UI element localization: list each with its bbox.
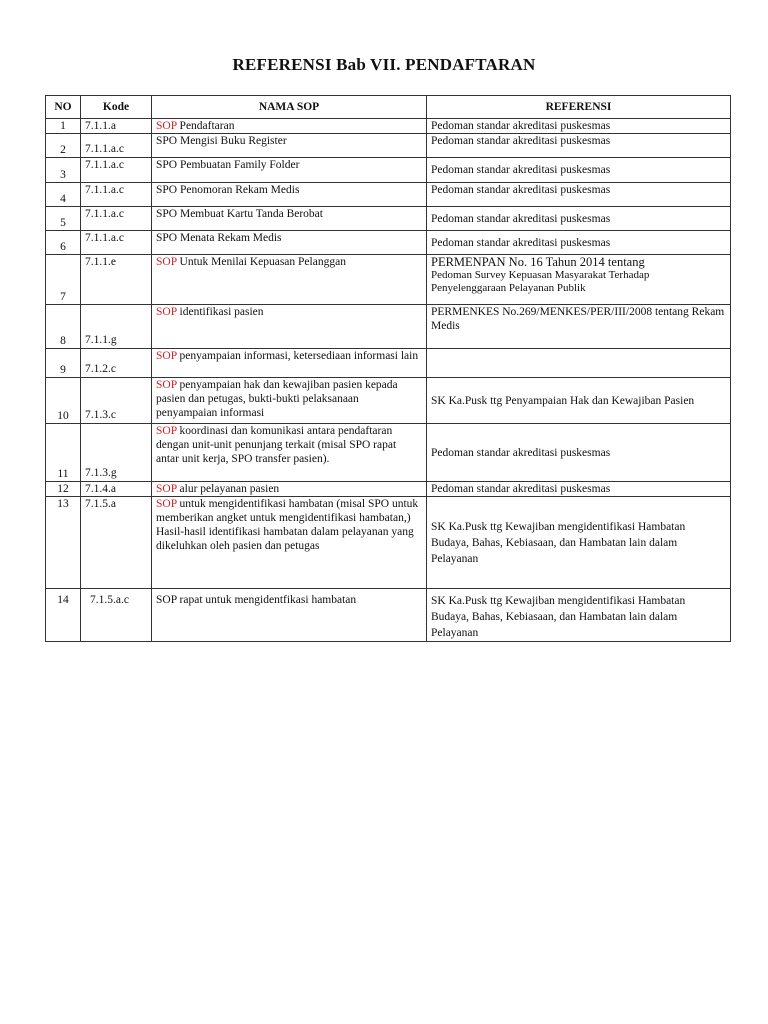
row-no: 12 bbox=[46, 482, 81, 497]
row-nama bbox=[152, 158, 427, 183]
row-no: 5 bbox=[46, 207, 81, 231]
sop-prefix: SOP bbox=[156, 379, 177, 391]
sop-name: SOP rapat untuk mengidentfikasi hambatan bbox=[156, 594, 357, 606]
row-kode: 7.1.1.a.c bbox=[81, 207, 152, 231]
table-row bbox=[46, 119, 731, 134]
table-row bbox=[46, 255, 731, 305]
row-no: 3 bbox=[46, 158, 81, 183]
row-nama bbox=[152, 255, 427, 305]
sop-prefix: SOP bbox=[156, 425, 177, 437]
row-referensi: Pedoman standar akreditasi puskesmas bbox=[427, 424, 731, 482]
row-referensi: Pedoman standar akreditasi puskesmas bbox=[427, 482, 731, 497]
referensi-main: PERMENPAN No. 16 Tahun 2014 tentang bbox=[431, 255, 645, 269]
row-nama bbox=[152, 119, 427, 134]
row-referensi: Pedoman standar akreditasi puskesmas bbox=[427, 183, 731, 207]
row-kode: 7.1.3.g bbox=[81, 424, 152, 482]
row-nama bbox=[152, 497, 427, 589]
sop-name: Pendaftaran bbox=[176, 120, 235, 132]
sop-name: SPO Pembuatan Family Folder bbox=[156, 159, 300, 171]
row-kode: 7.1.4.a bbox=[81, 482, 152, 497]
sop-name: penyampaian hak dan kewajiban pasien kepada pasien dan petugas, bukti-bukti pelaksanaan penyampaian informasi bbox=[156, 379, 398, 419]
table-row bbox=[46, 497, 731, 589]
row-nama bbox=[152, 134, 427, 158]
row-nama bbox=[152, 183, 427, 207]
header-kode: Kode bbox=[81, 96, 152, 119]
sop-name: SPO Mengisi Buku Register bbox=[156, 135, 287, 147]
table-row bbox=[46, 349, 731, 378]
referensi-sub: Pedoman Survey Kepuasan Masyarakat Terhadap Penyelenggaraan Pelayanan Publik bbox=[431, 269, 650, 294]
row-kode: 7.1.3.c bbox=[81, 378, 152, 424]
sop-name: identifikasi pasien bbox=[176, 306, 264, 318]
row-referensi: Pedoman standar akreditasi puskesmas bbox=[427, 158, 731, 183]
sop-prefix: SOP bbox=[156, 350, 177, 362]
sop-prefix: SOP bbox=[156, 120, 177, 132]
row-no: 4 bbox=[46, 183, 81, 207]
row-nama bbox=[152, 305, 427, 349]
row-referensi: PERMENKES No.269/MENKES/PER/III/2008 tentang Rekam Medis bbox=[427, 305, 731, 349]
table-row bbox=[46, 424, 731, 482]
sop-name: untuk mengidentifikasi hambatan (misal SPO untuk memberikan angket untuk mengidentifikasi hambatan,) Hasil-hasil identifikasi hambatan dalam pelayanan yang dikeluhkan oleh pasien dan petugas bbox=[156, 498, 419, 552]
sop-name: penyampaian informasi, ketersediaan informasi lain bbox=[176, 350, 419, 362]
row-no: 9 bbox=[46, 349, 81, 378]
row-kode: 7.1.5.a.c bbox=[81, 589, 152, 642]
row-nama bbox=[152, 207, 427, 231]
row-no: 6 bbox=[46, 231, 81, 255]
sop-name: alur pelayanan pasien bbox=[176, 483, 280, 495]
table-row bbox=[46, 305, 731, 349]
table-row bbox=[46, 158, 731, 183]
row-kode: 7.1.1.a.c bbox=[81, 134, 152, 158]
row-nama bbox=[152, 349, 427, 378]
row-nama bbox=[152, 231, 427, 255]
row-kode: 7.1.1.a.c bbox=[81, 231, 152, 255]
table-row bbox=[46, 183, 731, 207]
table-row bbox=[46, 589, 731, 642]
row-no: 14 bbox=[46, 589, 81, 642]
row-referensi: Pedoman standar akreditasi puskesmas bbox=[427, 231, 731, 255]
row-referensi: Pedoman standar akreditasi puskesmas bbox=[427, 134, 731, 158]
row-nama bbox=[152, 424, 427, 482]
row-kode: 7.1.1.a.c bbox=[81, 158, 152, 183]
table-row bbox=[46, 231, 731, 255]
table-row bbox=[46, 482, 731, 497]
sop-prefix: SOP bbox=[156, 498, 177, 510]
sop-prefix: SOP bbox=[156, 483, 177, 495]
sop-reference-table bbox=[45, 95, 731, 642]
row-nama bbox=[152, 378, 427, 424]
row-referensi bbox=[427, 255, 731, 305]
row-no: 8 bbox=[46, 305, 81, 349]
row-kode: 7.1.2.c bbox=[81, 349, 152, 378]
row-no: 10 bbox=[46, 378, 81, 424]
sop-name: SPO Penomoran Rekam Medis bbox=[156, 184, 300, 196]
table-header-row bbox=[46, 96, 731, 119]
row-referensi: SK Ka.Pusk ttg Kewajiban mengidentifikasi Hambatan Budaya, Bahas, Kebiasaan, dan Hambatan lain dalam Pelayanan bbox=[427, 497, 731, 589]
header-no: NO bbox=[46, 96, 81, 119]
sop-name: koordinasi dan komunikasi antara pendaftaran dengan unit-unit penunjang terkait (misal SPO rapat antar unit kerja, SPO transfer pasien). bbox=[156, 425, 397, 465]
header-referensi: REFERENSI bbox=[427, 96, 731, 119]
row-referensi: Pedoman standar akreditasi puskesmas bbox=[427, 119, 731, 134]
row-nama bbox=[152, 482, 427, 497]
row-nama bbox=[152, 589, 427, 642]
table-row bbox=[46, 207, 731, 231]
row-no: 2 bbox=[46, 134, 81, 158]
table-row bbox=[46, 134, 731, 158]
row-no: 13 bbox=[46, 497, 81, 589]
row-no: 7 bbox=[46, 255, 81, 305]
row-referensi: SK Ka.Pusk ttg Kewajiban mengidentifikasi Hambatan Budaya, Bahas, Kebiasaan, dan Hambatan lain dalam Pelayanan bbox=[427, 589, 731, 642]
sop-prefix: SOP bbox=[156, 306, 177, 318]
row-kode: 7.1.5.a bbox=[81, 497, 152, 589]
table-row bbox=[46, 378, 731, 424]
row-referensi bbox=[427, 349, 731, 378]
row-referensi: Pedoman standar akreditasi puskesmas bbox=[427, 207, 731, 231]
sop-name: SPO Menata Rekam Medis bbox=[156, 232, 282, 244]
row-kode: 7.1.1.e bbox=[81, 255, 152, 305]
sop-name: SPO Membuat Kartu Tanda Berobat bbox=[156, 208, 323, 220]
sop-prefix: SOP bbox=[156, 256, 177, 268]
header-nama-sop: NAMA SOP bbox=[152, 96, 427, 119]
row-kode: 7.1.1.a.c bbox=[81, 183, 152, 207]
row-referensi: SK Ka.Pusk ttg Penyampaian Hak dan Kewajiban Pasien bbox=[427, 378, 731, 424]
row-no: 1 bbox=[46, 119, 81, 134]
row-kode: 7.1.1.a bbox=[81, 119, 152, 134]
row-no: 11 bbox=[46, 424, 81, 482]
page-title: REFERENSI Bab VII. PENDAFTARAN bbox=[232, 55, 536, 74]
row-kode: 7.1.1.g bbox=[81, 305, 152, 349]
sop-name: Untuk Menilai Kepuasan Pelanggan bbox=[176, 256, 346, 268]
